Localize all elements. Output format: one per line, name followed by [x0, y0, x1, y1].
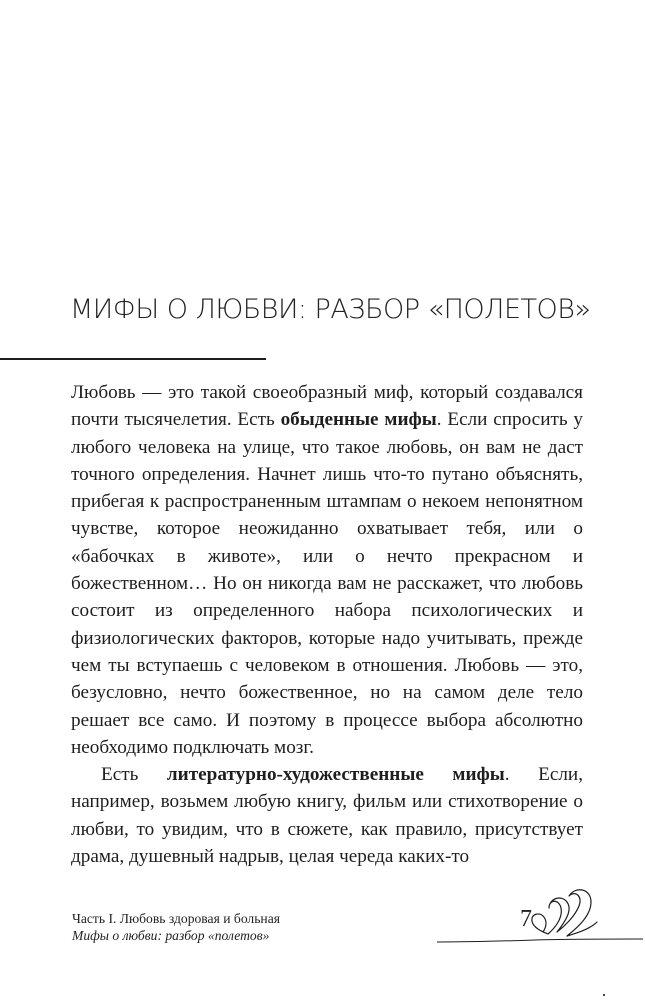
- corner-dot: [603, 994, 605, 996]
- paragraph-2-start: Есть: [101, 764, 167, 786]
- paragraph-2-rest: . Если, например, возьмем любую книгу, фильм или стихотворение о любви, то увидим, что в сюжете, как правило, присутствует драма, душевный надрыв, целая череда каких-то: [71, 764, 583, 868]
- page-number: 7: [520, 906, 532, 932]
- paragraph-1-rest: . Если спросить у любого человека на улице, что такое любовь, он вам не даст точного определения. Начнет лишь что-то путано объяснять, прибегая к распространенным штампам о некоем непонятном чувстве, которое неожиданно охватывает тебя, или о «бабочках в животе», или о нечто прекрасном и божественном… Но он никогда вам не расскажет, что любовь состоит из определенного набора психологических и физиологических факторов, которые надо учитывать, прежде чем ты вступаешь с человеком в отношения. Любовь — это, безусловно, нечто божественное, но на самом деле тело решает все само. И поэтому в процессе выбора абсолютно необходимо подключать мозг.: [71, 409, 583, 758]
- chapter-title: МИФЫ О ЛЮБВИ: РАЗБОР «ПОЛЕТОВ»: [70, 294, 591, 325]
- paragraph-1-bold-term: обыденные мифы: [280, 409, 437, 431]
- footer-part-title: Часть I. Любовь здоровая и больная: [72, 911, 280, 926]
- title-divider: [0, 358, 266, 360]
- paragraph-2-bold-term: литературно-художественные мифы: [166, 764, 505, 786]
- paragraph-2: [71, 761, 583, 870]
- paragraph-1-start: Любовь — это такой своеобразный миф, который создавался почти тысячелетия. Есть: [71, 382, 583, 431]
- footer-section-title: Мифы о любви: разбор «полетов»: [72, 928, 270, 943]
- body-text: [71, 379, 583, 870]
- paragraph-1: [71, 379, 583, 761]
- hearts-ornament-icon: [435, 872, 645, 948]
